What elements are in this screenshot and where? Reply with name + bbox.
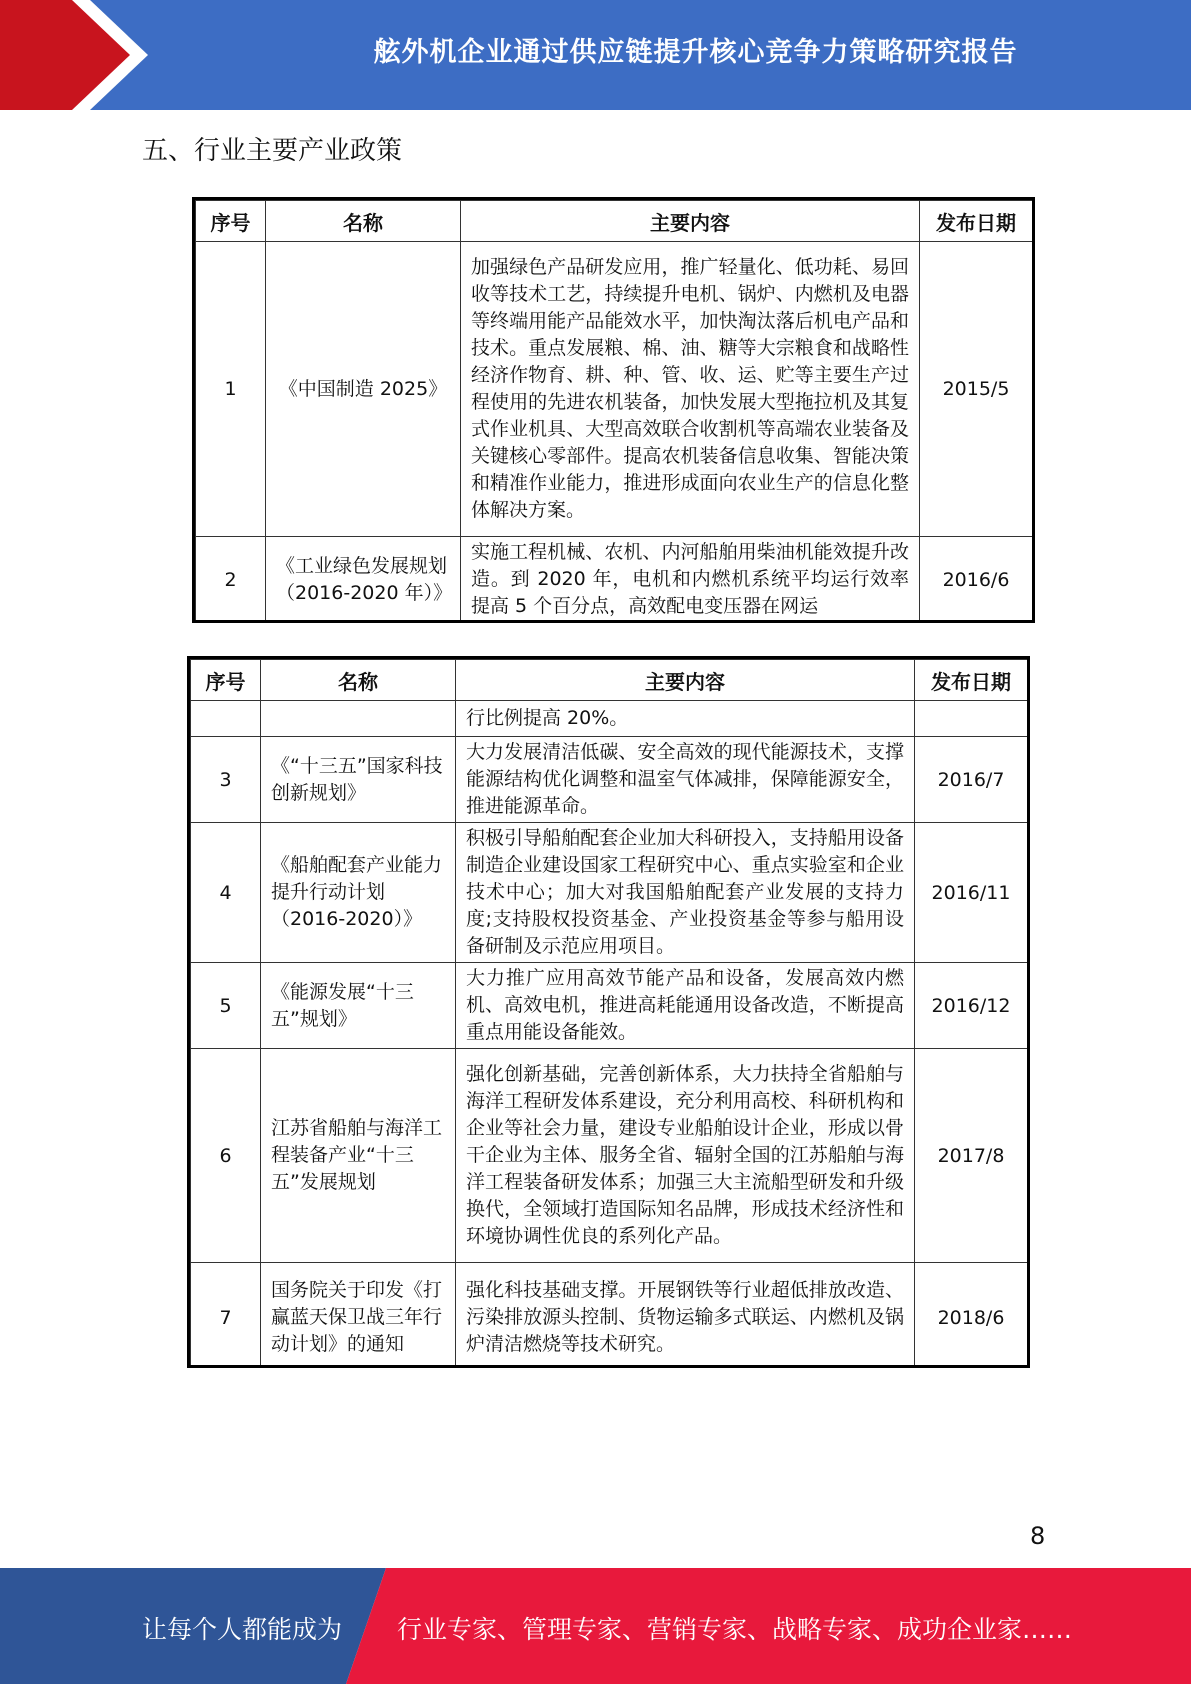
row-name: 《能源发展“十三五”规划》 bbox=[261, 963, 456, 1049]
row-name: 国务院关于印发《打赢蓝天保卫战三年行动计划》的通知 bbox=[261, 1263, 456, 1369]
row-content: 强化科技基础支撑。开展钢铁等行业超低排放改造、污染排放源头控制、货物运输多式联运、内燃机及锅炉清洁燃烧等技术研究。 bbox=[456, 1263, 915, 1369]
row-date: 2016/6 bbox=[920, 537, 1033, 623]
row-date: 2016/11 bbox=[915, 823, 1028, 963]
row-name: 江苏省船舶与海洋工程装备产业“十三五”发展规划 bbox=[261, 1049, 456, 1263]
row-content: 行比例提高 20%。 bbox=[456, 701, 915, 737]
row-content: 大力推广应用高效节能产品和设备，发展高效内燃机、高效电机，推进高耗能通用设备改造，不断提高重点用能设备能效。 bbox=[456, 963, 915, 1049]
table-row bbox=[191, 701, 1028, 737]
header-date: 发布日期 bbox=[915, 660, 1028, 701]
report-title: 舷外机企业通过供应链提升核心竞争力策略研究报告 bbox=[373, 37, 1018, 68]
row-content: 积极引导船舶配套企业加大科研投入，支持船用设备制造企业建设国家工程研究中心、重点实验室和企业技术中心；加大对我国船舶配套产业发展的支持力度;支持股权投资基金、产业投资基金等参与船用设备研制及示范应用项目。 bbox=[456, 823, 915, 963]
header-content: 主要内容 bbox=[456, 660, 915, 701]
policy-table-1 bbox=[192, 197, 1035, 623]
row-name: 《工业绿色发展规划（2016-2020 年）》 bbox=[266, 537, 461, 623]
table-row bbox=[191, 1263, 1028, 1369]
row-seq: 3 bbox=[191, 737, 261, 823]
header-bar bbox=[0, 0, 1191, 110]
header-seq: 序号 bbox=[196, 201, 266, 242]
footer-slogan-left: 让每个人都能成为 bbox=[142, 1615, 343, 1644]
row-content: 大力发展清洁低碳、安全高效的现代能源技术，支撑能源结构优化调整和温室气体减排，保障能源安全，推进能源革命。 bbox=[456, 737, 915, 823]
footer-slogan-right: 行业专家、管理专家、营销专家、战略专家、成功企业家…… bbox=[397, 1615, 1073, 1644]
table-row bbox=[191, 963, 1028, 1049]
row-seq: 4 bbox=[191, 823, 261, 963]
header-arrow-decoration bbox=[0, 0, 240, 110]
table-row bbox=[196, 537, 1033, 623]
row-date: 2018/6 bbox=[915, 1263, 1028, 1369]
row-date: 2016/12 bbox=[915, 963, 1028, 1049]
row-date: 2015/5 bbox=[920, 242, 1033, 537]
table-header-row bbox=[191, 660, 1028, 701]
row-content: 实施工程机械、农机、内河船舶用柴油机能效提升改造。到 2020 年，电机和内燃机系统平均运行效率提高 5 个百分点，高效配电变压器在网运 bbox=[461, 537, 920, 623]
row-date: 2016/7 bbox=[915, 737, 1028, 823]
row-seq: 6 bbox=[191, 1049, 261, 1263]
footer-bar bbox=[0, 1568, 1191, 1684]
table-row bbox=[196, 242, 1033, 537]
row-date: 2017/8 bbox=[915, 1049, 1028, 1263]
policy-table-2 bbox=[187, 656, 1030, 1368]
row-seq: 2 bbox=[196, 537, 266, 623]
table-row bbox=[191, 823, 1028, 963]
table-row bbox=[191, 1049, 1028, 1263]
row-name: 《“十三五”国家科技创新规划》 bbox=[261, 737, 456, 823]
row-name: 《船舶配套产业能力提升行动计划（2016-2020）》 bbox=[261, 823, 456, 963]
row-date bbox=[915, 701, 1028, 737]
row-seq: 7 bbox=[191, 1263, 261, 1369]
row-seq: 1 bbox=[196, 242, 266, 537]
header-name: 名称 bbox=[261, 660, 456, 701]
row-seq bbox=[191, 701, 261, 737]
header-name: 名称 bbox=[266, 201, 461, 242]
header-seq: 序号 bbox=[191, 660, 261, 701]
section-heading: 五、行业主要产业政策 bbox=[142, 136, 403, 166]
row-content: 加强绿色产品研发应用，推广轻量化、低功耗、易回收等技术工艺，持续提升电机、锅炉、内燃机及电器等终端用能产品能效水平，加快淘汰落后机电产品和技术。重点发展粮、棉、油、糖等大宗粮食和战略性经济作物育、耕、种、管、收、运、贮等主要生产过程使用的先进农机装备，加快发展大型拖拉机及其复式作业机具、大型高效联合收割机等高端农业装备及关键核心零部件。提高农机装备信息收集、智能决策和精准作业能力，推进形成面向农业生产的信息化整体解决方案。 bbox=[461, 242, 920, 537]
table-header-row bbox=[196, 201, 1033, 242]
page-number: 8 bbox=[1030, 1522, 1046, 1550]
header-content: 主要内容 bbox=[461, 201, 920, 242]
row-name bbox=[261, 701, 456, 737]
row-name: 《中国制造 2025》 bbox=[266, 242, 461, 537]
row-content: 强化创新基础，完善创新体系，大力扶持全省船舶与海洋工程研发体系建设，充分利用高校、科研机构和企业等社会力量，建设专业船舶设计企业，形成以骨干企业为主体、服务全省、辐射全国的江苏船舶与海洋工程装备研发体系；加强三大主流船型研发和升级换代，全领域打造国际知名品牌，形成技术经济性和环境协调性优良的系列化产品。 bbox=[456, 1049, 915, 1263]
header-date: 发布日期 bbox=[920, 201, 1033, 242]
row-seq: 5 bbox=[191, 963, 261, 1049]
table-row bbox=[191, 737, 1028, 823]
